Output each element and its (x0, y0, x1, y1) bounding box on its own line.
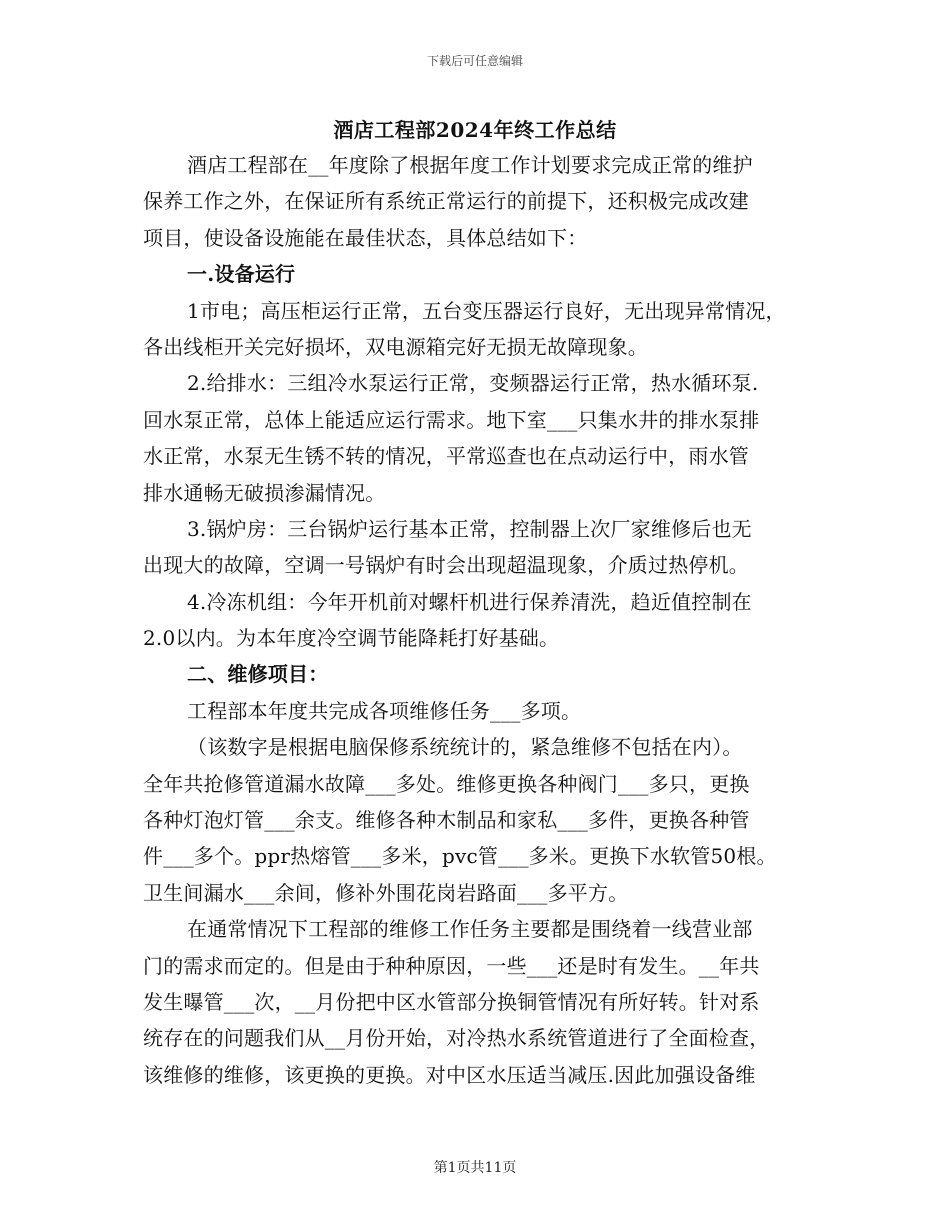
paragraph-line: 统存在的问题我们从__月份开始，对冷热水系统管道进行了全面检查， (143, 1026, 770, 1051)
document-body (143, 147, 803, 1093)
page-footer: 第1页共11页 (433, 1160, 517, 1176)
paragraph-line: 该维修的维修，该更换的更换。对中区水压适当减压.因此加强设备维 (143, 1062, 756, 1087)
paragraph-line: 保养工作之外，在保证所有系统正常运行的前提下，还积极完成改建 (143, 189, 749, 214)
paragraph-line: 3.锅炉房：三台锅炉运行基本正常，控制器上次厂家维修后也无 (187, 516, 752, 541)
paragraph-line: 2.0以内。为本年度冷空调节能降耗打好基础。 (143, 626, 560, 651)
paragraph-line: 酒店工程部在__年度除了根据年度工作计划要求完成正常的维护 (187, 153, 753, 177)
paragraph-line: 4.冷冻机组：今年开机前对螺杆机进行保养清洗，趋近值控制在 (187, 589, 752, 614)
paragraph-line: 卫生间漏水___余间，修补外围花岗岩路面___多平方。 (143, 880, 629, 905)
paragraph-line: 在通常情况下工程部的维修工作任务主要都是围绕着一线营业部 (187, 917, 753, 942)
paragraph-line: 工程部本年度共完成各项维修任务___多项。 (187, 698, 582, 723)
header-note: 下载后可任意编辑 (426, 54, 523, 68)
paragraph-line: 出现大的故障，空调一号锅炉有时会出现超温现象，介质过热停机。 (143, 553, 749, 578)
paragraph-line: 排水通畅无破损渗漏情况。 (143, 480, 386, 505)
section-heading: 二、维修项目： (187, 662, 329, 687)
paragraph-line: 件___多个。ppr热熔管___多米，pvc管___多米。更换下水软管50根。 (143, 844, 777, 869)
paragraph-line: 项目，使设备设施能在最佳状态，具体总结如下： (143, 225, 588, 250)
section-heading: 一.设备运行 (187, 262, 296, 287)
paragraph-line: （该数字是根据电脑保修系统统计的，紧急维修不包括在内）。 (187, 735, 743, 760)
paragraph-line: 回水泵正常，总体上能适应运行需求。地下室___只集水井的排水泵排 (143, 407, 760, 432)
paragraph-line: 水正常，水泵无生锈不转的情况，平常巡查也在点动运行中，雨水管 (143, 444, 749, 469)
paragraph-line: 1市电；高压柜运行正常，五台变压器运行良好，无出现异常情况， (187, 298, 786, 323)
paragraph-line: 门的需求而定的。但是由于种种原因，一些___还是时有发生。__年共 (143, 953, 760, 978)
paragraph-line: 各种灯泡灯管___余支。维修各种木制品和家私___多件，更换各种管 (143, 808, 750, 833)
document-title: 酒店工程部2024年终工作总结 (333, 118, 617, 142)
paragraph-line: 2.给排水：三组冷水泵运行正常，变频器运行正常，热水循环泵. (187, 371, 759, 396)
paragraph-line: 发生曝管___次，__月份把中区水管部分换铜管情况有所好转。针对系 (143, 989, 760, 1014)
paragraph-line: 全年共抢修管道漏水故障___多处。维修更换各种阀门___多只，更换 (143, 771, 750, 796)
paragraph-line: 各出线柜开关完好损坏，双电源箱完好无损无故障现象。 (143, 334, 648, 359)
